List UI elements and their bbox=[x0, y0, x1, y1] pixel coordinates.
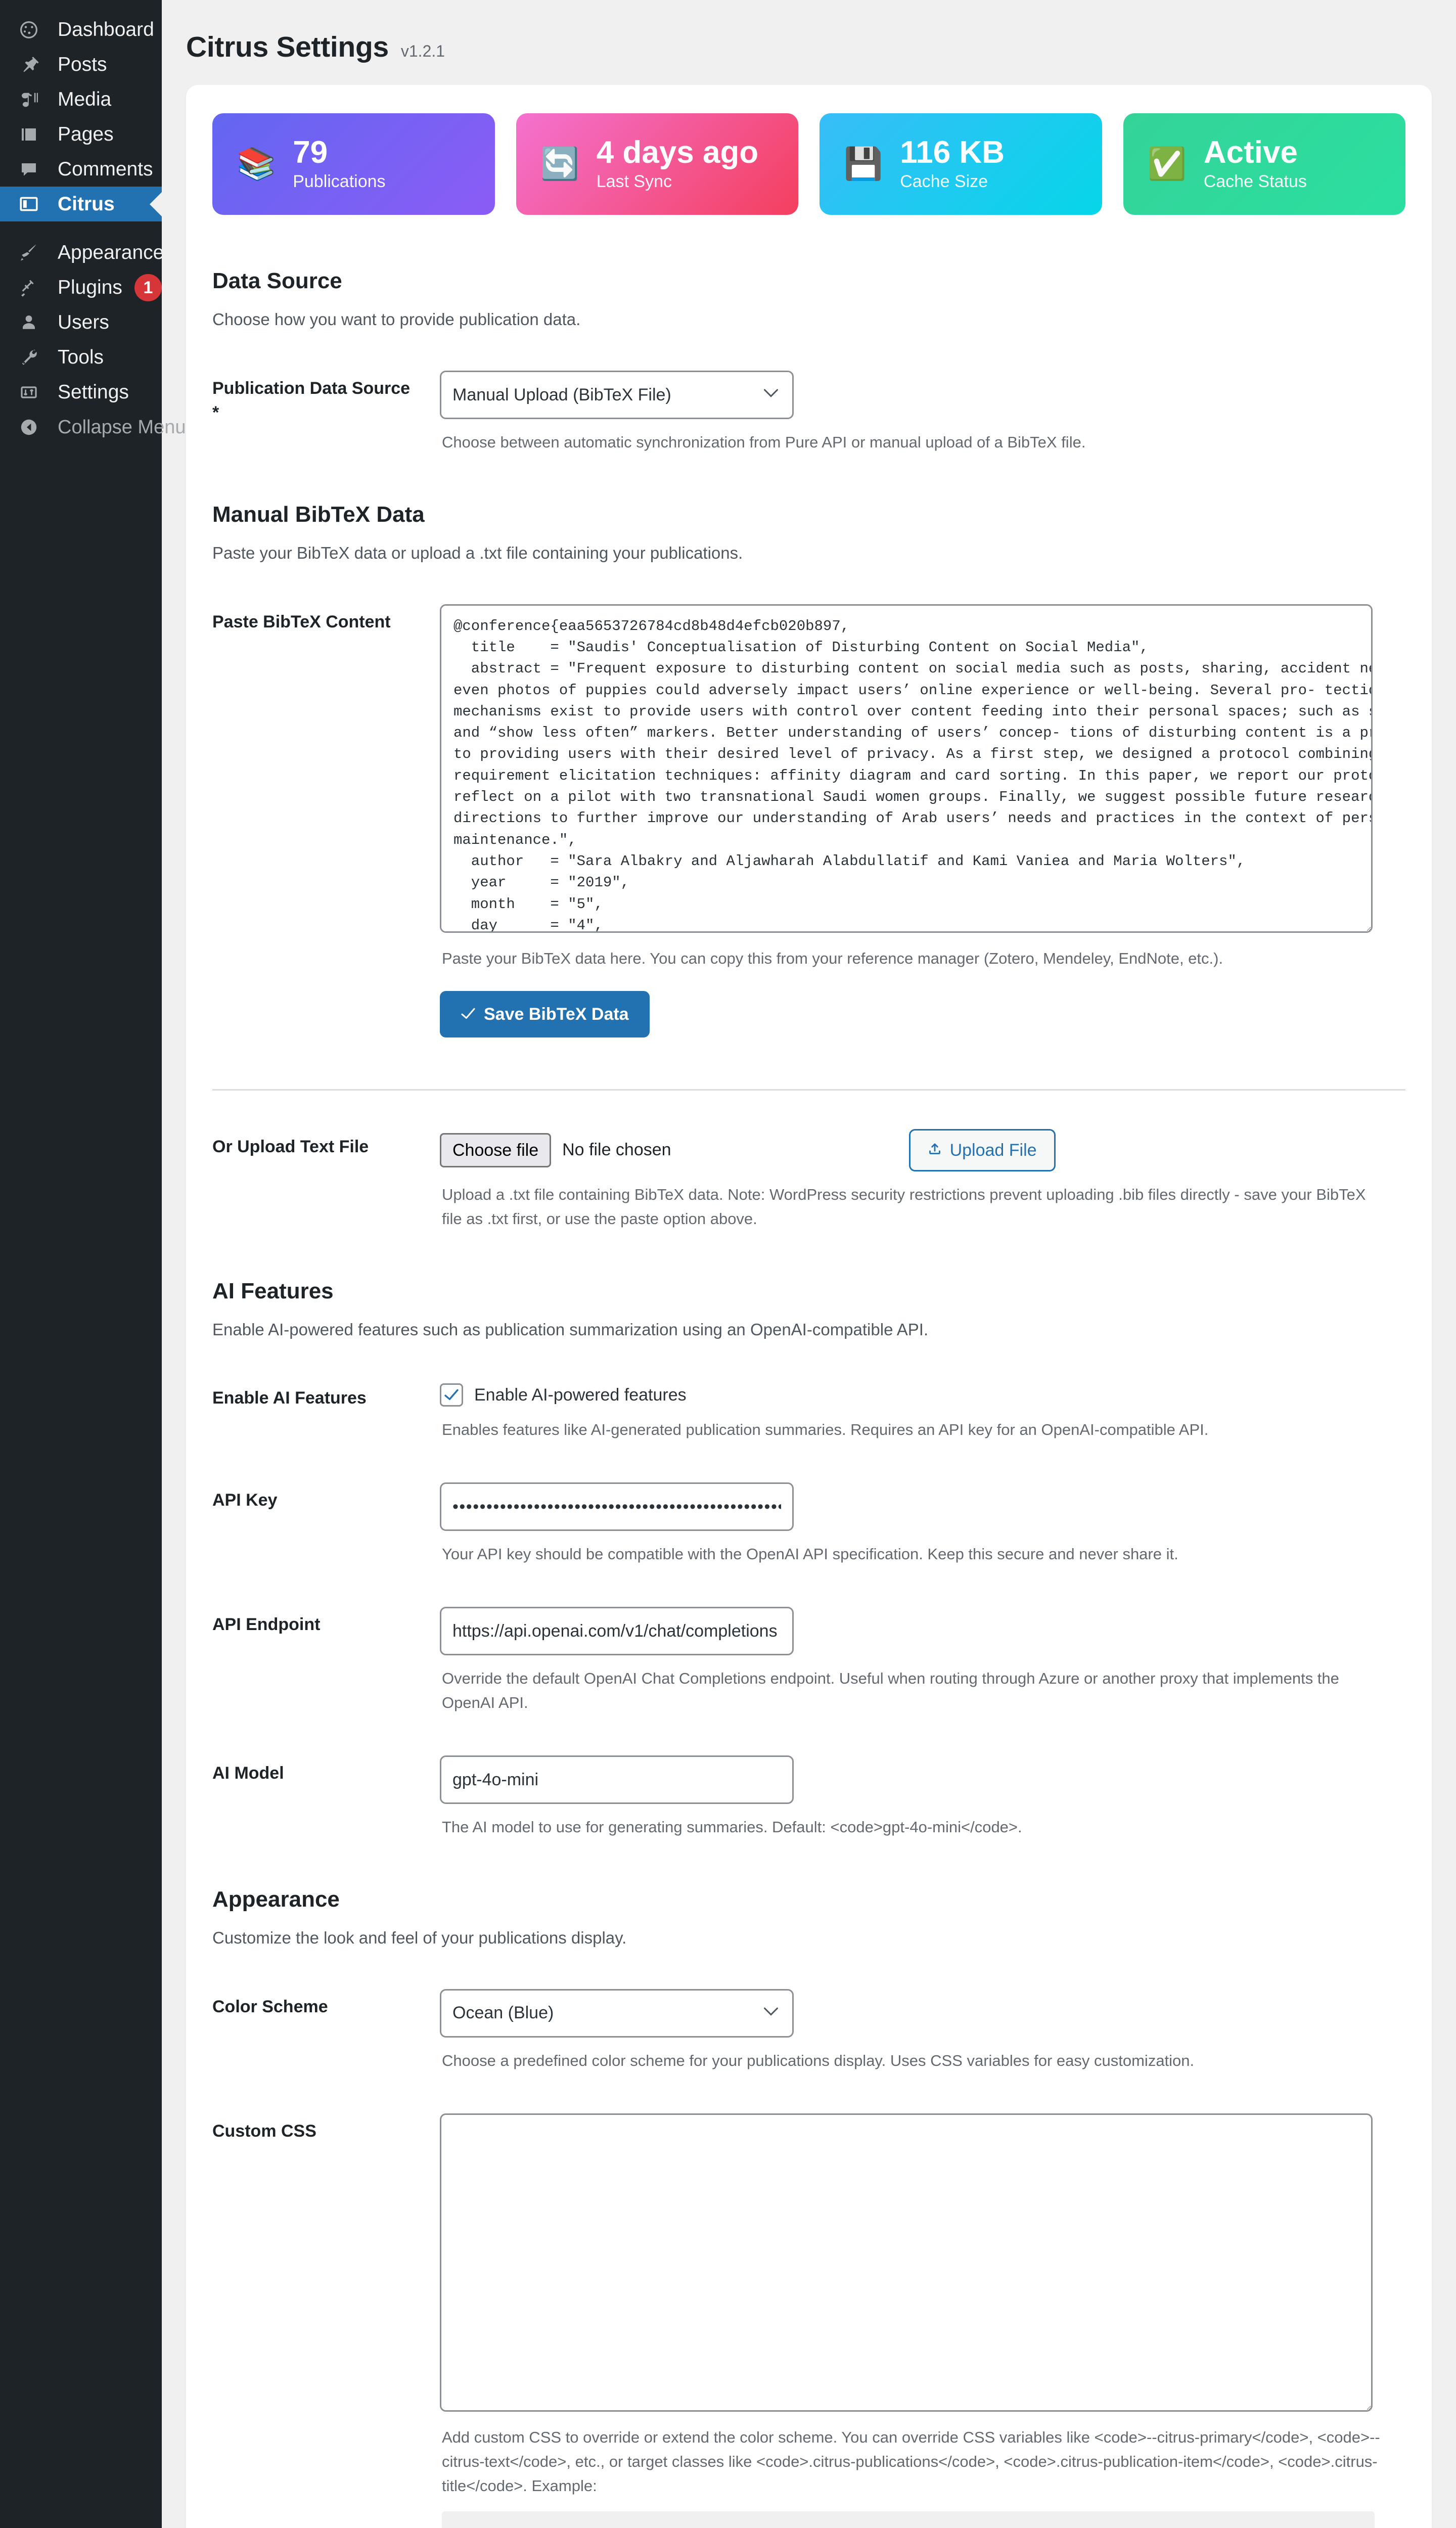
stat-value: Active bbox=[1203, 135, 1298, 170]
label-publication-data-source: Publication Data Source * bbox=[212, 378, 411, 422]
brush-icon bbox=[0, 243, 58, 263]
sidebar-item-collapse-menu[interactable] bbox=[0, 410, 186, 444]
file-name-text: No file chosen bbox=[562, 1140, 671, 1160]
user-icon bbox=[0, 312, 58, 333]
desc-api-endpoint: Override the default OpenAI Chat Completions endpoint. Useful when routing through Azure or another proxy that implements the OpenAI API. bbox=[442, 1669, 1339, 1712]
sidebar-item-settings[interactable] bbox=[0, 375, 162, 410]
desc-upload-text-file: Upload a .txt file containing BibTeX data. Note: WordPress security restrictions prevent uploading .bib files directly - save your BibTeX file as .txt first, or use the paste option above. bbox=[442, 1185, 1366, 1228]
form-row-upload-text-file bbox=[212, 1109, 1405, 1251]
sidebar-item-appearance[interactable] bbox=[0, 235, 162, 270]
api-endpoint-input[interactable] bbox=[440, 1607, 794, 1655]
custom-css-example-code bbox=[442, 2511, 1375, 2528]
check-icon bbox=[461, 1006, 476, 1023]
stat-label: Cache Size bbox=[900, 172, 988, 192]
api-key-input[interactable] bbox=[440, 1482, 794, 1531]
pin-icon bbox=[0, 55, 58, 75]
desc-publication-data-source: Choose between automatic synchronization from Pure API or manual upload of a BibTeX file. bbox=[442, 433, 1086, 451]
file-upload-row bbox=[440, 1129, 1405, 1171]
sidebar-item-label: Users bbox=[58, 311, 109, 333]
label-api-endpoint: API Endpoint bbox=[212, 1615, 321, 1635]
check-emoji-icon: ✅ bbox=[1147, 146, 1187, 182]
stat-card-cache-status bbox=[1123, 113, 1406, 215]
enable-ai-checkbox-row[interactable] bbox=[440, 1380, 1405, 1407]
upload-icon bbox=[928, 1142, 942, 1159]
section-desc-data-source: Choose how you want to provide publication data. bbox=[212, 310, 581, 329]
media-icon bbox=[0, 89, 58, 110]
book-icon bbox=[0, 194, 58, 215]
collapse-arrow-icon bbox=[0, 417, 58, 437]
plugins-update-badge: 1 bbox=[134, 274, 162, 301]
section-desc-appearance: Customize the look and feel of your publications display. bbox=[212, 1928, 627, 1948]
save-bibtex-data-button[interactable] bbox=[440, 991, 650, 1037]
sidebar-item-pages[interactable] bbox=[0, 117, 162, 152]
page-header bbox=[162, 0, 1456, 64]
label-color-scheme: Color Scheme bbox=[212, 1997, 328, 2016]
section-desc-ai-features: Enable AI-powered features such as publication summarization using an OpenAI-compatible API. bbox=[212, 1320, 929, 1339]
section-title-ai-features: AI Features bbox=[212, 1278, 334, 1303]
form-row-publication-data-source bbox=[212, 350, 1405, 475]
checkmark-icon bbox=[444, 1389, 459, 1401]
pages-icon bbox=[0, 124, 58, 145]
comments-icon bbox=[0, 159, 58, 179]
sidebar-item-label: Comments bbox=[58, 158, 153, 180]
section-divider bbox=[212, 1089, 1405, 1091]
upload-file-label: Upload File bbox=[949, 1140, 1037, 1160]
sidebar-item-label: Appearance bbox=[58, 242, 164, 263]
form-row-paste-bibtex bbox=[212, 584, 1405, 1058]
page-title: Citrus Settings bbox=[186, 31, 389, 63]
sidebar-item-posts[interactable] bbox=[0, 47, 162, 82]
sidebar-item-comments[interactable] bbox=[0, 152, 162, 187]
form-row-custom-css bbox=[212, 2093, 1405, 2528]
settings-panel bbox=[186, 85, 1432, 2528]
file-input[interactable] bbox=[440, 1133, 671, 1167]
section-desc-manual-bibtex: Paste your BibTeX data or upload a .txt file containing your publications. bbox=[212, 544, 743, 563]
label-enable-ai-features: Enable AI Features bbox=[212, 1388, 367, 1408]
stat-label: Publications bbox=[293, 172, 386, 192]
form-row-enable-ai bbox=[212, 1360, 1405, 1462]
form-row-api-key bbox=[212, 1462, 1405, 1587]
label-custom-css: Custom CSS bbox=[212, 2121, 316, 2141]
form-row-color-scheme bbox=[212, 1969, 1405, 2093]
form-table-ai-features bbox=[212, 1360, 1405, 1860]
sidebar-item-users[interactable] bbox=[0, 305, 162, 340]
label-upload-text-file: Or Upload Text File bbox=[212, 1137, 369, 1156]
wrench-icon bbox=[0, 347, 58, 368]
books-emoji-icon: 📚 bbox=[237, 146, 276, 182]
main-content bbox=[162, 0, 1456, 2528]
desc-ai-model: The AI model to use for generating summaries. Default: <code>gpt-4o-mini</code>. bbox=[442, 1818, 1022, 1836]
sidebar-item-media[interactable] bbox=[0, 82, 162, 117]
desc-enable-ai-features: Enables features like AI-generated publication summaries. Requires an API key for an OpenAI-compatible API. bbox=[442, 1421, 1209, 1439]
desc-custom-css: Add custom CSS to override or extend the color scheme. You can override CSS variables like <code>--citrus-primary</code>, <code>--citrus-text</code>, etc., or target classes like <code>.citrus-publications</code>, <code>.citrus-publication-item</code>, <code>.citrus-title</code>. Example: bbox=[442, 2428, 1380, 2495]
floppy-emoji-icon: 💾 bbox=[844, 146, 883, 182]
sidebar-item-dashboard[interactable] bbox=[0, 12, 162, 47]
color-scheme-select[interactable] bbox=[440, 1989, 794, 2038]
section-title-appearance: Appearance bbox=[212, 1887, 340, 1912]
stat-value: 116 KB bbox=[900, 135, 1005, 170]
sync-emoji-icon: 🔄 bbox=[540, 146, 579, 182]
sidebar-item-label: Posts bbox=[58, 54, 107, 75]
admin-sidebar bbox=[0, 0, 186, 2528]
plugin-version: v1.2.1 bbox=[400, 42, 445, 60]
stat-label: Last Sync bbox=[596, 172, 672, 192]
form-row-ai-model bbox=[212, 1735, 1405, 1860]
sidebar-item-label: Citrus bbox=[58, 193, 115, 215]
sidebar-item-label: Tools bbox=[58, 346, 104, 368]
publication-data-source-select[interactable] bbox=[440, 371, 794, 419]
form-row-api-endpoint bbox=[212, 1587, 1405, 1735]
custom-css-textarea[interactable] bbox=[440, 2113, 1373, 2412]
form-table-upload bbox=[212, 1109, 1405, 1251]
sidebar-item-citrus[interactable] bbox=[0, 187, 162, 221]
sidebar-item-label: Settings bbox=[58, 381, 129, 403]
stat-value: 79 bbox=[293, 135, 328, 170]
form-table-manual-bibtex bbox=[212, 584, 1405, 1058]
dashboard-icon bbox=[0, 20, 58, 40]
choose-file-button[interactable]: Choose file bbox=[440, 1133, 551, 1167]
enable-ai-checkbox-label: Enable AI-powered features bbox=[474, 1385, 687, 1405]
section-title-manual-bibtex: Manual BibTeX Data bbox=[212, 502, 425, 527]
form-table-appearance bbox=[212, 1969, 1405, 2528]
sidebar-item-label: Pages bbox=[58, 123, 114, 145]
sidebar-item-label: Media bbox=[58, 88, 112, 110]
stat-value: 4 days ago bbox=[596, 135, 759, 170]
desc-api-key: Your API key should be compatible with the OpenAI API specification. Keep this secure and never share it. bbox=[442, 1545, 1178, 1563]
settings-icon bbox=[0, 382, 58, 402]
sidebar-item-plugins[interactable] bbox=[0, 270, 162, 305]
label-ai-model: AI Model bbox=[212, 1764, 284, 1783]
stat-label: Cache Status bbox=[1203, 172, 1307, 192]
stat-cards-row bbox=[212, 109, 1405, 241]
sidebar-item-label: Collapse Menu bbox=[58, 416, 186, 438]
upload-file-button[interactable] bbox=[909, 1129, 1056, 1171]
ai-model-input[interactable] bbox=[440, 1755, 794, 1804]
enable-ai-checkbox[interactable] bbox=[440, 1383, 463, 1407]
plug-icon bbox=[0, 278, 58, 298]
desc-color-scheme: Choose a predefined color scheme for your publications display. Uses CSS variables for easy customization. bbox=[442, 2051, 1195, 2069]
label-paste-bibtex: Paste BibTeX Content bbox=[212, 612, 391, 631]
save-bibtex-data-label: Save BibTeX Data bbox=[484, 1004, 629, 1024]
sidebar-item-label: Plugins bbox=[58, 277, 122, 298]
bibtex-content-textarea[interactable] bbox=[440, 604, 1373, 933]
sidebar-item-label: Dashboard bbox=[58, 19, 154, 40]
sidebar-item-tools[interactable] bbox=[0, 340, 162, 375]
stat-card-cache-size bbox=[820, 113, 1102, 215]
form-table-data-source bbox=[212, 350, 1405, 475]
sidebar-separator bbox=[0, 221, 162, 235]
desc-paste-bibtex: Paste your BibTeX data here. You can copy this from your reference manager (Zotero, Mendeley, EndNote, etc.). bbox=[442, 949, 1223, 967]
stat-card-last-sync bbox=[516, 113, 799, 215]
label-api-key: API Key bbox=[212, 1491, 278, 1510]
stat-card-publications bbox=[212, 113, 495, 215]
section-title-data-source: Data Source bbox=[212, 268, 342, 294]
